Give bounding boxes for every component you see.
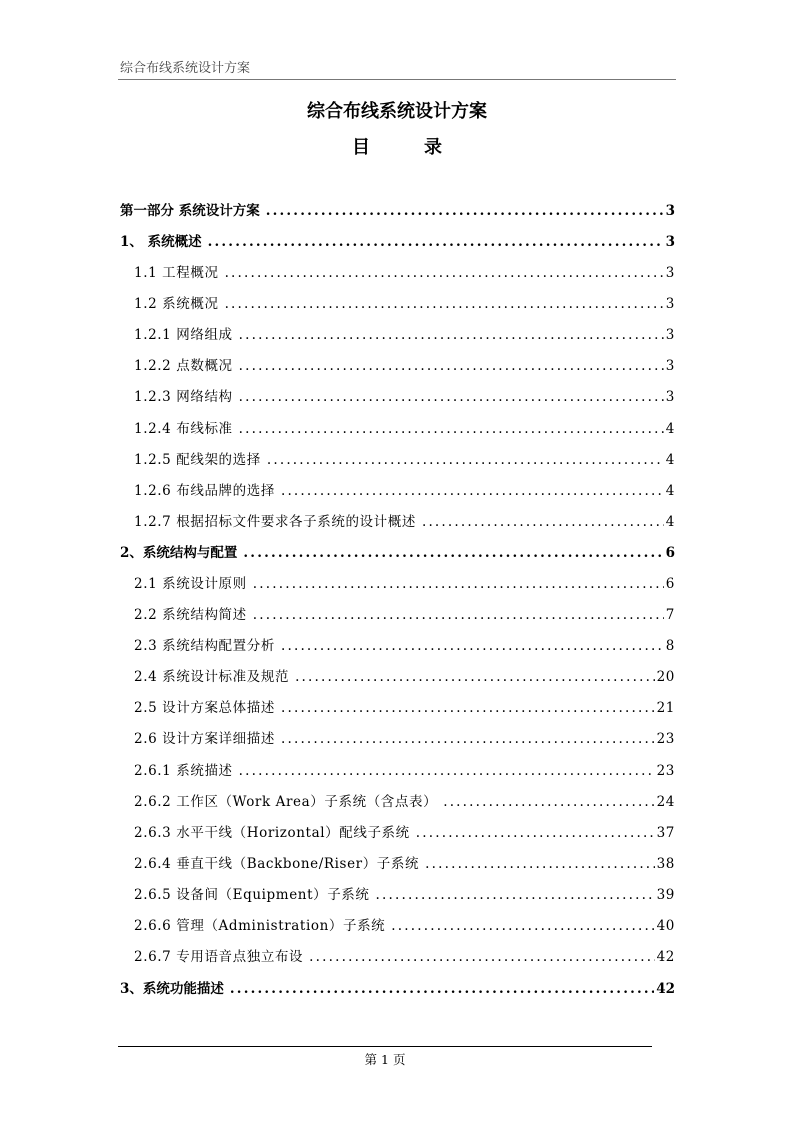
toc-entry-text: 1.1 工程概况 bbox=[134, 265, 219, 281]
toc-entry-page: 3 bbox=[665, 327, 675, 343]
toc-dot-leader bbox=[267, 449, 664, 471]
toc-entry-text: 2.1 系统设计原则 bbox=[134, 576, 247, 592]
toc-entry-text: 2.6.1 系统描述 bbox=[134, 763, 233, 779]
toc-entry[interactable] bbox=[120, 978, 675, 1000]
toc-entry[interactable] bbox=[134, 449, 675, 471]
toc-entry-page: 4 bbox=[665, 514, 675, 530]
toc-dot-leader bbox=[225, 262, 664, 284]
toc-entry-page: 23 bbox=[656, 731, 675, 747]
toc-entry-text: 1、 系统概述 bbox=[120, 234, 202, 250]
toc-entry-page: 20 bbox=[656, 669, 675, 685]
toc-entry[interactable] bbox=[134, 666, 675, 688]
toc-dot-leader bbox=[376, 884, 655, 906]
toc-entry-page: 4 bbox=[665, 421, 675, 437]
toc-entry-page: 42 bbox=[656, 949, 675, 965]
document-title: 综合布线系统设计方案 bbox=[307, 101, 487, 122]
toc-entry-page: 3 bbox=[665, 296, 675, 312]
toc-dot-leader bbox=[443, 791, 654, 813]
toc-entry-page: 3 bbox=[665, 234, 675, 250]
toc-entry-page: 3 bbox=[665, 203, 675, 219]
toc-entry-text: 1.2.4 布线标准 bbox=[134, 421, 233, 437]
toc-entry-text: 2.5 设计方案总体描述 bbox=[134, 700, 275, 716]
toc-entry[interactable] bbox=[134, 884, 675, 906]
toc-entry-text: 3、系统功能描述 bbox=[120, 981, 224, 997]
toc-dot-leader bbox=[239, 386, 664, 408]
toc-entry-page: 40 bbox=[656, 918, 675, 934]
toc-entry-text: 2.6.5 设备间（Equipment）子系统 bbox=[134, 887, 370, 903]
toc-entry-text: 2.6.6 管理（Administration）子系统 bbox=[134, 918, 386, 934]
toc-dot-leader bbox=[243, 542, 663, 564]
toc-entry-text: 2、系统结构与配置 bbox=[120, 545, 238, 561]
toc-entry-text: 2.6.3 水平干线（Horizontal）配线子系统 bbox=[134, 825, 410, 841]
toc-entry[interactable] bbox=[134, 760, 675, 782]
toc-dot-leader bbox=[208, 231, 664, 253]
toc-entry[interactable] bbox=[134, 480, 675, 502]
toc-entry-page: 4 bbox=[665, 483, 675, 499]
toc-dot-leader bbox=[309, 946, 654, 968]
toc-dot-leader bbox=[239, 355, 664, 377]
toc-entry-text: 2.4 系统设计标准及规范 bbox=[134, 669, 290, 685]
toc-dot-leader bbox=[239, 418, 664, 440]
toc-dot-leader bbox=[253, 604, 664, 626]
toc-entry[interactable] bbox=[134, 635, 675, 657]
toc-entry-page: 4 bbox=[665, 452, 675, 468]
toc-entry-text: 2.2 系统结构简述 bbox=[134, 607, 247, 623]
toc-entry-page: 38 bbox=[656, 856, 675, 872]
toc-dot-leader bbox=[281, 697, 655, 719]
toc-entry-text: 1.2.6 布线品牌的选择 bbox=[134, 483, 275, 499]
toc-dot-leader bbox=[281, 480, 664, 502]
toc-entry-text: 2.6.2 工作区（Work Area）子系统（含点表） bbox=[134, 794, 438, 810]
toc-entry[interactable] bbox=[134, 511, 675, 533]
toc-entry-page: 21 bbox=[656, 700, 675, 716]
toc-entry[interactable] bbox=[134, 791, 675, 813]
toc-entry[interactable] bbox=[120, 231, 675, 253]
toc-entry-text: 2.6.7 专用语音点独立布设 bbox=[134, 949, 304, 965]
toc-entry[interactable] bbox=[134, 697, 675, 719]
toc-entry[interactable] bbox=[120, 542, 675, 564]
toc-entry-page: 3 bbox=[665, 389, 675, 405]
toc-entry-page: 3 bbox=[665, 265, 675, 281]
toc-dot-leader bbox=[416, 822, 655, 844]
toc-entry-page: 6 bbox=[665, 576, 675, 592]
toc-heading: 目录 bbox=[352, 137, 496, 158]
toc-entry-page: 23 bbox=[656, 763, 675, 779]
toc-entry[interactable] bbox=[134, 853, 675, 875]
footer-rule bbox=[118, 1046, 652, 1047]
toc-entry[interactable] bbox=[134, 822, 675, 844]
toc-entry-page: 42 bbox=[656, 981, 675, 997]
toc-dot-leader bbox=[425, 853, 655, 875]
toc-entry[interactable] bbox=[134, 946, 675, 968]
toc-entry[interactable] bbox=[134, 418, 675, 440]
toc-dot-leader bbox=[253, 573, 664, 595]
toc-dot-leader bbox=[239, 324, 664, 346]
toc-entry-text: 1.2.7 根据招标文件要求各子系统的设计概述 bbox=[134, 514, 416, 530]
toc-dot-leader bbox=[281, 635, 664, 657]
toc-dot-leader bbox=[281, 728, 655, 750]
toc-entry-page: 3 bbox=[665, 358, 675, 374]
toc-entry-text: 2.6 设计方案详细描述 bbox=[134, 731, 275, 747]
toc-dot-leader bbox=[295, 666, 655, 688]
toc-entry[interactable] bbox=[134, 293, 675, 315]
toc-entry-text: 2.6.4 垂直干线（Backbone/Riser）子系统 bbox=[134, 856, 420, 872]
toc-entry-page: 24 bbox=[656, 794, 675, 810]
toc-dot-leader bbox=[422, 511, 664, 533]
toc-entry-text: 第一部分 系统设计方案 bbox=[120, 203, 260, 219]
toc-entry[interactable] bbox=[134, 728, 675, 750]
toc-entry-text: 1.2.1 网络组成 bbox=[134, 327, 233, 343]
running-header: 综合布线系统设计方案 bbox=[120, 61, 251, 76]
toc-dot-leader bbox=[225, 293, 664, 315]
toc-entry-page: 6 bbox=[665, 545, 675, 561]
toc-entry[interactable] bbox=[134, 386, 675, 408]
toc-entry-page: 8 bbox=[665, 638, 675, 654]
toc-entry[interactable] bbox=[134, 573, 675, 595]
toc-entry-text: 2.3 系统结构配置分析 bbox=[134, 638, 275, 654]
toc-entry-text: 1.2 系统概况 bbox=[134, 296, 219, 312]
toc-dot-leader bbox=[391, 915, 654, 937]
toc-dot-leader bbox=[230, 978, 654, 1000]
toc-entry[interactable] bbox=[134, 324, 675, 346]
toc-entry[interactable] bbox=[134, 355, 675, 377]
toc-dot-leader bbox=[266, 200, 664, 222]
toc-entry-text: 1.2.2 点数概况 bbox=[134, 358, 233, 374]
toc-entry[interactable] bbox=[134, 262, 675, 284]
toc-entry-page: 39 bbox=[656, 887, 675, 903]
toc-entry[interactable] bbox=[134, 915, 675, 937]
toc-entry[interactable] bbox=[134, 604, 675, 626]
toc-entry-text: 1.2.5 配线架的选择 bbox=[134, 452, 261, 468]
page-number: 第 1 页 bbox=[364, 1052, 406, 1067]
toc-entry-page: 37 bbox=[656, 825, 675, 841]
toc-dot-leader bbox=[239, 760, 655, 782]
toc-entry-text: 1.2.3 网络结构 bbox=[134, 389, 233, 405]
toc-entry-page: 7 bbox=[665, 607, 675, 623]
header-rule bbox=[118, 79, 676, 80]
toc-entry[interactable] bbox=[120, 200, 675, 222]
